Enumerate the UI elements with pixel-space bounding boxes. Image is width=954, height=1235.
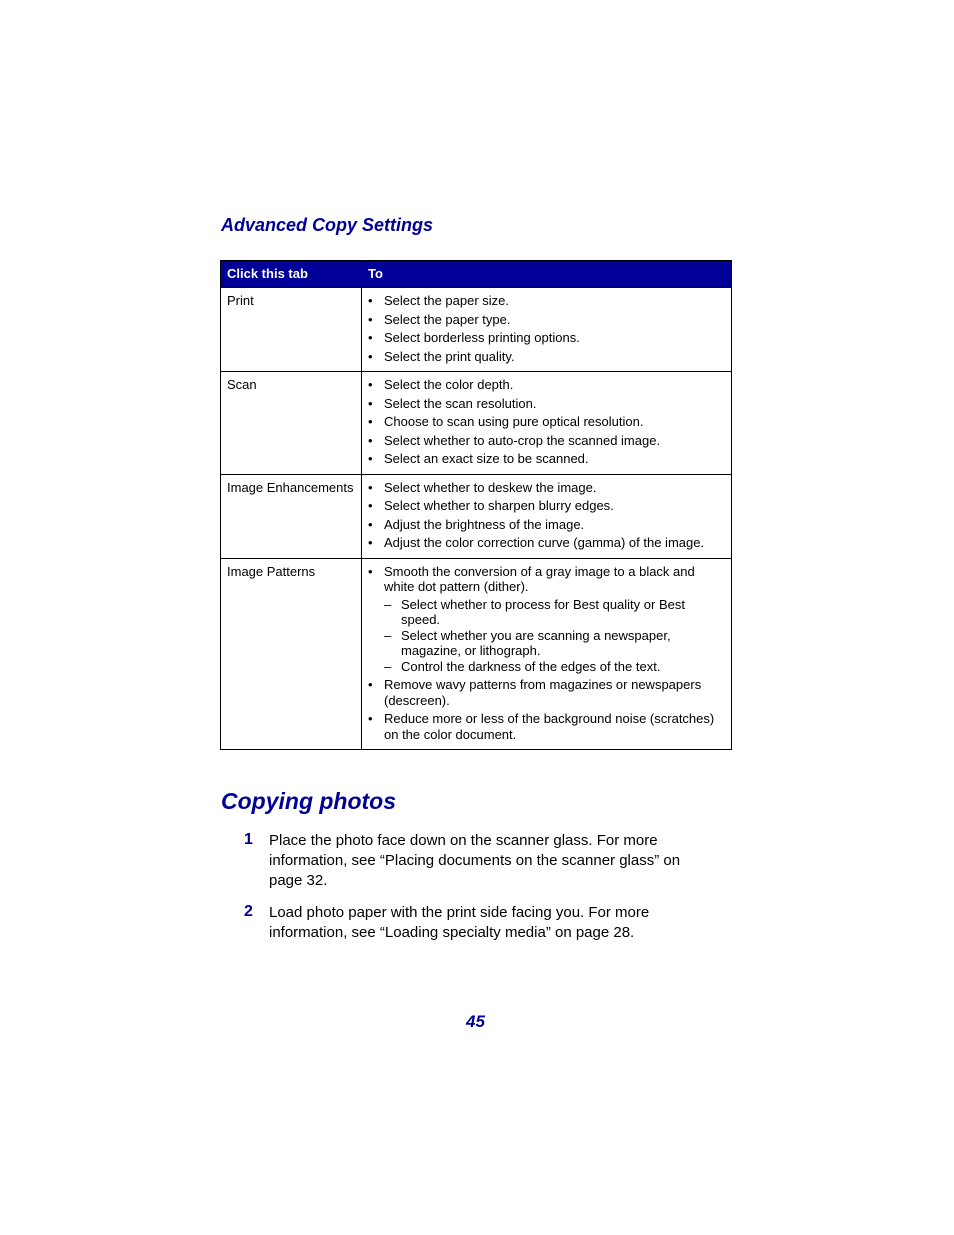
action-item bbox=[368, 330, 725, 346]
action-text: Remove wavy patterns from magazines or newspapers (descreen). bbox=[384, 677, 702, 708]
tab-name: Image Enhancements bbox=[227, 479, 354, 495]
action-text: Select an exact size to be scanned. bbox=[384, 451, 589, 466]
action-text: Select the paper size. bbox=[384, 293, 510, 308]
action-item bbox=[368, 451, 725, 467]
steps-list bbox=[244, 831, 714, 955]
action-item bbox=[368, 433, 725, 449]
step-number: 1 bbox=[244, 831, 253, 848]
tab-name-cell bbox=[221, 474, 362, 558]
action-item bbox=[368, 349, 725, 365]
page-title: Copying photos bbox=[221, 788, 397, 814]
table-row bbox=[221, 558, 732, 750]
action-list bbox=[368, 377, 725, 467]
action-item bbox=[368, 396, 725, 412]
step-item bbox=[244, 831, 714, 891]
table-header-row bbox=[221, 261, 732, 288]
action-text: Reduce more or less of the background noise (scratches) on the color document. bbox=[384, 711, 715, 742]
action-text: Select the paper type. bbox=[384, 311, 511, 327]
sub-action-list bbox=[384, 597, 725, 675]
action-text: Select whether to auto-crop the scanned image. bbox=[384, 432, 661, 448]
action-item bbox=[368, 312, 725, 328]
step-text: Place the photo face down on the scanner glass. For more information, see “Placing documents on the scanner glass” on page 32. bbox=[269, 832, 681, 889]
tab-name-cell bbox=[221, 372, 362, 475]
actions-cell bbox=[362, 474, 732, 558]
column-header-click-this-tab: Click this tab bbox=[221, 261, 362, 288]
table-row bbox=[221, 372, 732, 475]
table-row bbox=[221, 288, 732, 372]
action-text: Adjust the color correction curve (gamma) of the image. bbox=[384, 535, 705, 550]
action-list bbox=[368, 293, 725, 364]
sub-action-item: – Control the darkness of the edges of the text. bbox=[384, 659, 725, 675]
action-text: Select whether to sharpen blurry edges. bbox=[384, 498, 614, 513]
actions-cell bbox=[362, 288, 732, 372]
actions-cell bbox=[362, 372, 732, 475]
action-item bbox=[368, 564, 725, 675]
section-heading: Advanced Copy Settings bbox=[221, 215, 434, 235]
action-item bbox=[368, 498, 725, 514]
action-item bbox=[368, 480, 725, 496]
tab-name-cell bbox=[221, 558, 362, 750]
tab-name: Print bbox=[227, 293, 254, 308]
action-item bbox=[368, 293, 725, 309]
action-list bbox=[368, 564, 725, 743]
tab-name: Scan bbox=[227, 377, 257, 392]
sub-action-item: – Select whether you are scanning a newspaper, magazine, or lithograph. bbox=[384, 628, 725, 659]
action-item bbox=[368, 711, 725, 742]
actions-cell bbox=[362, 558, 732, 750]
action-text: Select the scan resolution. bbox=[384, 395, 537, 411]
action-list bbox=[368, 480, 725, 551]
step-item bbox=[244, 903, 714, 943]
table-body bbox=[221, 288, 732, 750]
action-text: Select borderless printing options. bbox=[384, 330, 580, 345]
action-item bbox=[368, 414, 725, 430]
step-number: 2 bbox=[244, 903, 253, 920]
action-text: Choose to scan using pure optical resolution. bbox=[384, 414, 644, 429]
action-text: Smooth the conversion of a gray image to a black and white dot pattern (dither). bbox=[384, 563, 695, 594]
step-text: Load photo paper with the print side facing you. For more information, see “Loading specialty media” on page 28. bbox=[269, 904, 650, 941]
action-item bbox=[368, 377, 725, 393]
action-text: Adjust the brightness of the image. bbox=[384, 516, 585, 532]
page-number: 45 bbox=[466, 1012, 485, 1031]
column-header-to: To bbox=[362, 261, 732, 288]
action-text: Select whether to deskew the image. bbox=[384, 479, 597, 495]
action-item bbox=[368, 517, 725, 533]
action-text: Select the print quality. bbox=[384, 348, 515, 364]
tab-name-cell bbox=[221, 288, 362, 372]
advanced-copy-settings-table bbox=[220, 260, 732, 750]
sub-action-item: – Select whether to process for Best quality or Best speed. bbox=[384, 597, 725, 628]
action-item bbox=[368, 677, 725, 708]
action-item bbox=[368, 535, 725, 551]
tab-name: Image Patterns bbox=[227, 563, 316, 579]
action-text: Select the color depth. bbox=[384, 377, 514, 392]
table-row bbox=[221, 474, 732, 558]
